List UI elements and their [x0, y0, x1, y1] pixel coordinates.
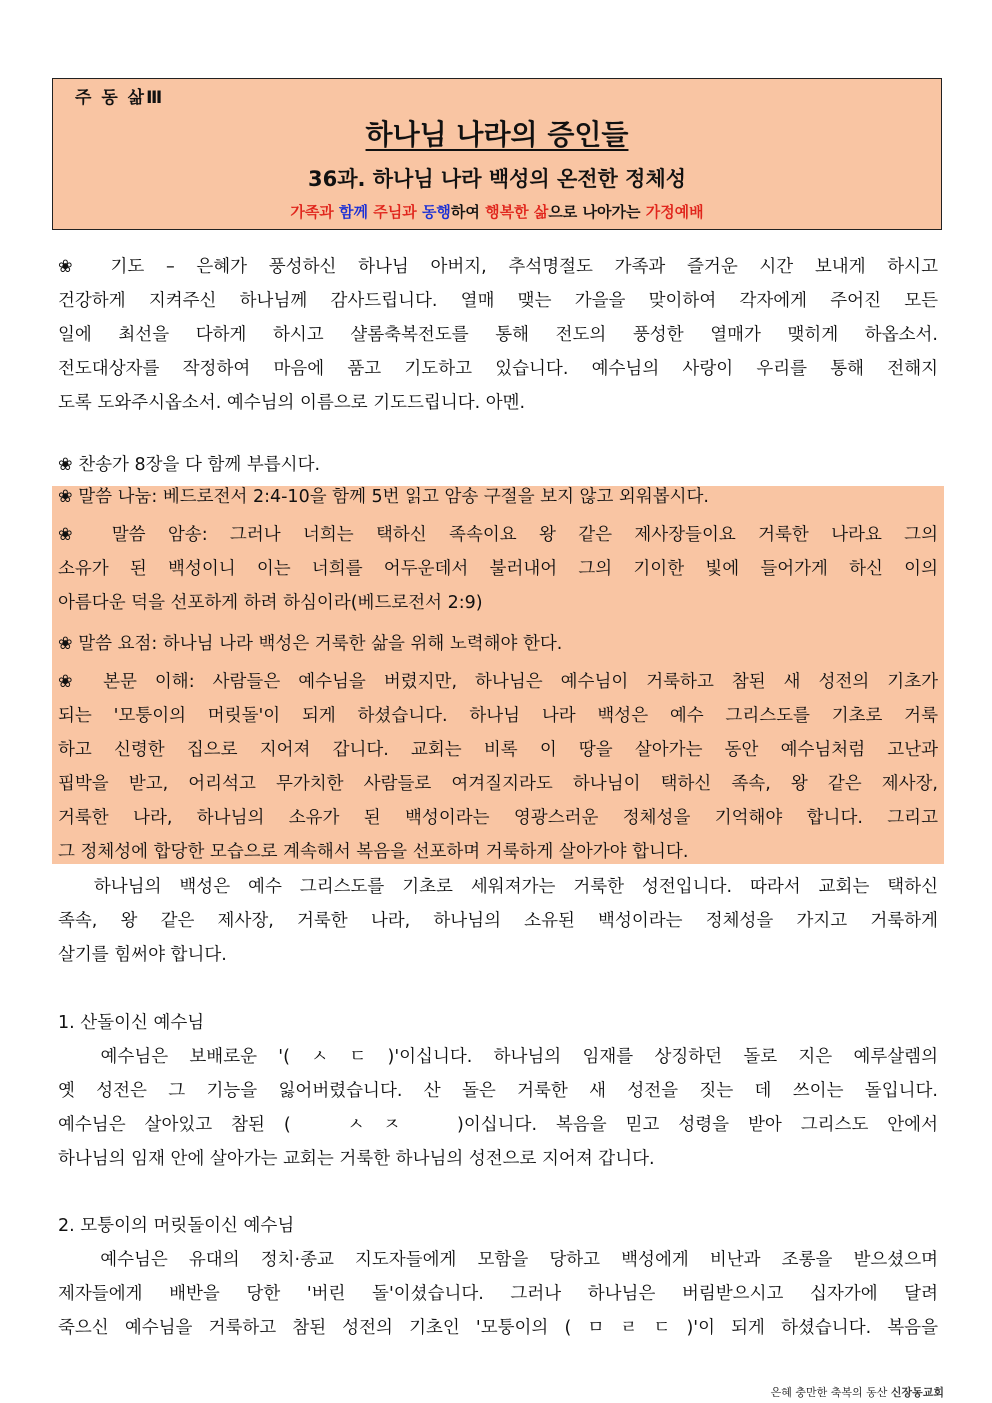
word-sharing	[58, 480, 938, 514]
section-line: 예수님은 유대의 정치·종교 지도자들에게 모함을 당하고 백성에게 비난과 조롱을 받으셨으며	[58, 1250, 938, 1270]
memory-verse-line: ❀ 말씀 암송: 그러나 너희는 택하신 족속이요 왕 같은 제사장들이요 거룩한 나라요 그의	[58, 525, 938, 545]
lesson-title: 36과. 하나님 나라 백성의 온전한 정체성	[307, 167, 687, 191]
tagline	[53, 201, 941, 222]
understanding-line: 핍박을 받고, 어리석고 무가치한 사람들로 여겨질지라도 하나님이 택하신 족속, 왕 같은 제사장,	[58, 774, 938, 794]
section-line: 죽으신 예수님을 거룩하고 참된 성전의 기초인 '모퉁이의 ( ㅁ ㄹ ㄷ )'이 되게 하셨습니다. 복음을	[58, 1318, 938, 1338]
key-point-text: ❀ 말씀 요점: 하나님 나라 백성은 거룩한 삶을 위해 노력해야 한다.	[58, 634, 563, 654]
intro-line: 살기를 힘써야 합니다.	[58, 945, 227, 965]
prayer-paragraph	[58, 250, 938, 420]
lesson-header	[52, 78, 942, 230]
section-heading: 2. 모퉁이의 머릿돌이신 예수님	[58, 1216, 295, 1236]
intro-line: 하나님의 백성은 예수 그리스도를 기초로 세워져가는 거룩한 성전입니다. 따라서 교회는 택하신	[58, 877, 938, 897]
memory-verse	[58, 518, 938, 620]
prayer-line: 건강하게 지켜주신 하나님께 감사드립니다. 열매 맺는 가을을 맞이하여 각자에게 주어진 모든	[58, 291, 938, 311]
section-2	[58, 1209, 938, 1345]
hymn-line	[58, 448, 938, 482]
word-sharing-text: ❀ 말씀 나눔: 베드로전서 2:4-10을 함께 5번 읽고 암송 구절을 보지 않고 외워봅시다.	[58, 487, 709, 507]
hymn-text: ❀ 찬송가 8장을 다 함께 부릅시다.	[58, 455, 321, 475]
understanding-line: 그 정체성에 합당한 모습으로 계속해서 복음을 선포하며 거룩하게 살아가야 합니다.	[58, 842, 689, 862]
section-heading: 1. 산돌이신 예수님	[58, 1013, 205, 1033]
prayer-line: ❀ 기도 – 은혜가 풍성하신 하나님 아버지, 추석명절도 가족과 즐거운 시간 보내게 하시고	[58, 257, 938, 277]
page-title: 하나님 나라의 증인들	[365, 118, 629, 151]
intro-line: 족속, 왕 같은 제사장, 거룩한 나라, 하나님의 소유된 백성이라는 정체성을 가지고 거룩하게	[58, 911, 938, 931]
tagline-part: 가족과	[290, 203, 340, 221]
understanding-line: 거룩한 나라, 하나님의 소유가 된 백성이라는 영광스러운 정체성을 기억해야 합니다. 그리고	[58, 808, 938, 828]
understanding-line: 되는 '모퉁이의 머릿돌'이 되게 하셨습니다. 하나님 나라 백성은 예수 그리스도를 기초로 거룩	[58, 706, 938, 726]
memory-verse-line: 아름다운 덕을 선포하게 하려 하심이라(베드로전서 2:9)	[58, 593, 483, 613]
tagline-part: 하여	[450, 203, 486, 221]
footer	[771, 1384, 944, 1400]
tagline-part: 가정예배	[645, 203, 704, 221]
tagline-part: 함께	[339, 203, 374, 221]
understanding-line: 하고 신령한 집으로 지어져 갑니다. 교회는 비록 이 땅을 살아가는 동안 예수님처럼 고난과	[58, 740, 938, 760]
memory-verse-line: 소유가 된 백성이니 이는 너희를 어두운데서 불러내어 그의 기이한 빛에 들어가게 하신 이의	[58, 559, 938, 579]
section-line: 예수님은 보배로운 '( ㅅ ㄷ )'이십니다. 하나님의 임재를 상징하던 돌로 지은 예루살렘의	[58, 1047, 938, 1067]
section-line: 하나님의 임재 안에 살아가는 교회는 거룩한 하나님의 성전으로 지어져 갑니다.	[58, 1149, 655, 1169]
intro-paragraph	[58, 870, 938, 972]
prayer-line: 전도대상자를 작정하여 마음에 품고 기도하고 있습니다. 예수님의 사랑이 우리를 통해 전해지	[58, 359, 938, 379]
section-line: 예수님은 살아있고 참된 ( ㅅ ㅈ )이십니다. 복음을 믿고 성령을 받아 그리스도 안에서	[58, 1115, 938, 1135]
prayer-line: 도록 도와주시옵소서. 예수님의 이름으로 기도드립니다. 아멘.	[58, 393, 526, 413]
tagline-part: 동행	[421, 203, 451, 221]
section-line: 옛 성전은 그 기능을 잃어버렸습니다. 산 돌은 거룩한 새 성전을 짓는 데 쓰이는 돌입니다.	[58, 1081, 938, 1101]
understanding-line: ❀ 본문 이해: 사람들은 예수님을 버렸지만, 하나님은 예수님이 거룩하고 참된 새 성전의 기초가	[58, 672, 938, 692]
tagline-part: 주님과	[373, 203, 422, 221]
key-point	[58, 627, 938, 661]
church-name: 신장동교회	[890, 1386, 944, 1399]
series-label: 주 동 삶Ⅲ	[75, 88, 165, 108]
footer-text: 은혜 충만한 축복의 동산	[770, 1386, 891, 1399]
section-line: 제자들에게 배반을 당한 '버린 돌'이셨습니다. 그러나 하나님은 버림받으시고 십자가에 달려	[58, 1284, 938, 1304]
tagline-part: 으로 나아가는	[548, 203, 646, 221]
section-1	[58, 1006, 938, 1176]
tagline-part: 행복한 삶	[485, 203, 549, 221]
prayer-line: 일에 최선을 다하게 하시고 샬롬축복전도를 통해 전도의 풍성한 열매가 맺히게 하옵소서.	[58, 325, 938, 345]
text-understanding	[58, 665, 938, 869]
